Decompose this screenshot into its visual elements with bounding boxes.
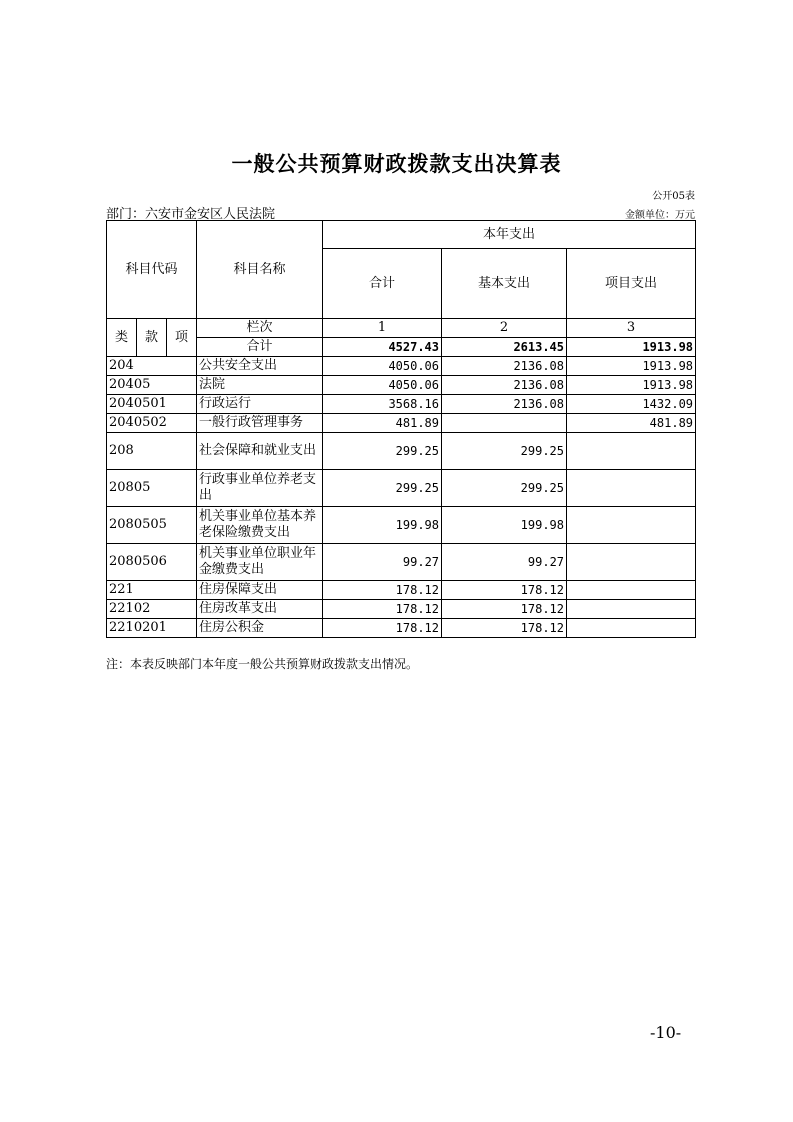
row-code: 2040501 [107,395,197,414]
row-basic: 2136.08 [442,357,567,376]
department-label: 部门：六安市金安区人民法院 [106,207,276,222]
row-name: 一般行政管理事务 [197,414,323,433]
row-project: 1913.98 [567,357,696,376]
row-project [567,544,696,581]
page-title: 一般公共预算财政拨款支出决算表 [231,152,562,176]
row-code: 204 [107,357,197,376]
table-row [107,357,696,376]
header-basic: 基本支出 [442,249,567,319]
header-xiang: 项 [167,319,197,357]
row-name: 住房保障支出 [197,581,323,600]
row-code: 2080505 [107,507,197,544]
row-project [567,507,696,544]
row-name: 住房公积金 [197,619,323,638]
row-basic [442,414,567,433]
row-code: 20405 [107,376,197,395]
header-col1: 1 [323,319,442,338]
row-code: 22102 [107,600,197,619]
table-row [107,544,696,581]
row-project [567,600,696,619]
row-basic: 178.12 [442,581,567,600]
row-total: 3568.16 [323,395,442,414]
row-total: 299.25 [323,433,442,470]
row-project [567,619,696,638]
row-basic: 299.25 [442,433,567,470]
row-project [567,433,696,470]
header-col3: 3 [567,319,696,338]
table-row [107,507,696,544]
row-name: 法院 [197,376,323,395]
row-project: 1432.09 [567,395,696,414]
row-basic: 199.98 [442,507,567,544]
header-code: 科目代码 [107,221,197,319]
row-name: 行政运行 [197,395,323,414]
row-total: 178.12 [323,581,442,600]
table-row [107,376,696,395]
row-project [567,581,696,600]
table-row [107,581,696,600]
row-total: 481.89 [323,414,442,433]
table-row [107,395,696,414]
row-total: 4050.06 [323,376,442,395]
header-lanci: 栏次 [197,319,323,338]
row-code: 2040502 [107,414,197,433]
total-row-label: 合计 [197,338,323,357]
table-row [107,470,696,507]
row-project [567,470,696,507]
row-basic: 99.27 [442,544,567,581]
row-name: 住房改革支出 [197,600,323,619]
row-basic: 178.12 [442,619,567,638]
row-total: 199.98 [323,507,442,544]
row-total: 99.27 [323,544,442,581]
row-name: 机关事业单位职业年金缴费支出 [197,544,323,581]
table-row [107,414,696,433]
row-total: 4050.06 [323,357,442,376]
header-name: 科目名称 [197,221,323,319]
header-lei: 类 [107,319,137,357]
row-project: 1913.98 [567,376,696,395]
unit-label: 金额单位：万元 [625,210,695,221]
row-total: 178.12 [323,619,442,638]
row-code: 20805 [107,470,197,507]
table-row [107,433,696,470]
row-code: 2210201 [107,619,197,638]
total-row-basic: 2613.45 [442,338,567,357]
row-total: 178.12 [323,600,442,619]
form-number: 公开05表 [652,191,695,202]
total-row-total: 4527.43 [323,338,442,357]
table-row [107,619,696,638]
header-col2: 2 [442,319,567,338]
row-code: 208 [107,433,197,470]
row-name: 社会保障和就业支出 [197,433,323,470]
row-basic: 299.25 [442,470,567,507]
page-number: -10- [650,1023,682,1042]
row-code: 221 [107,581,197,600]
table-row [107,600,696,619]
row-total: 299.25 [323,470,442,507]
row-name: 机关事业单位基本养老保险缴费支出 [197,507,323,544]
row-code: 2080506 [107,544,197,581]
header-kuan: 款 [137,319,167,357]
row-basic: 2136.08 [442,395,567,414]
header-project: 项目支出 [567,249,696,319]
header-total: 合计 [323,249,442,319]
header-current-year: 本年支出 [323,221,696,249]
table-note: 注：本表反映部门本年度一般公共预算财政拨款支出情况。 [106,657,419,671]
expenditure-table [106,220,696,638]
row-name: 公共安全支出 [197,357,323,376]
row-name: 行政事业单位养老支出 [197,470,323,507]
total-row-project: 1913.98 [567,338,696,357]
row-basic: 178.12 [442,600,567,619]
row-project: 481.89 [567,414,696,433]
row-basic: 2136.08 [442,376,567,395]
